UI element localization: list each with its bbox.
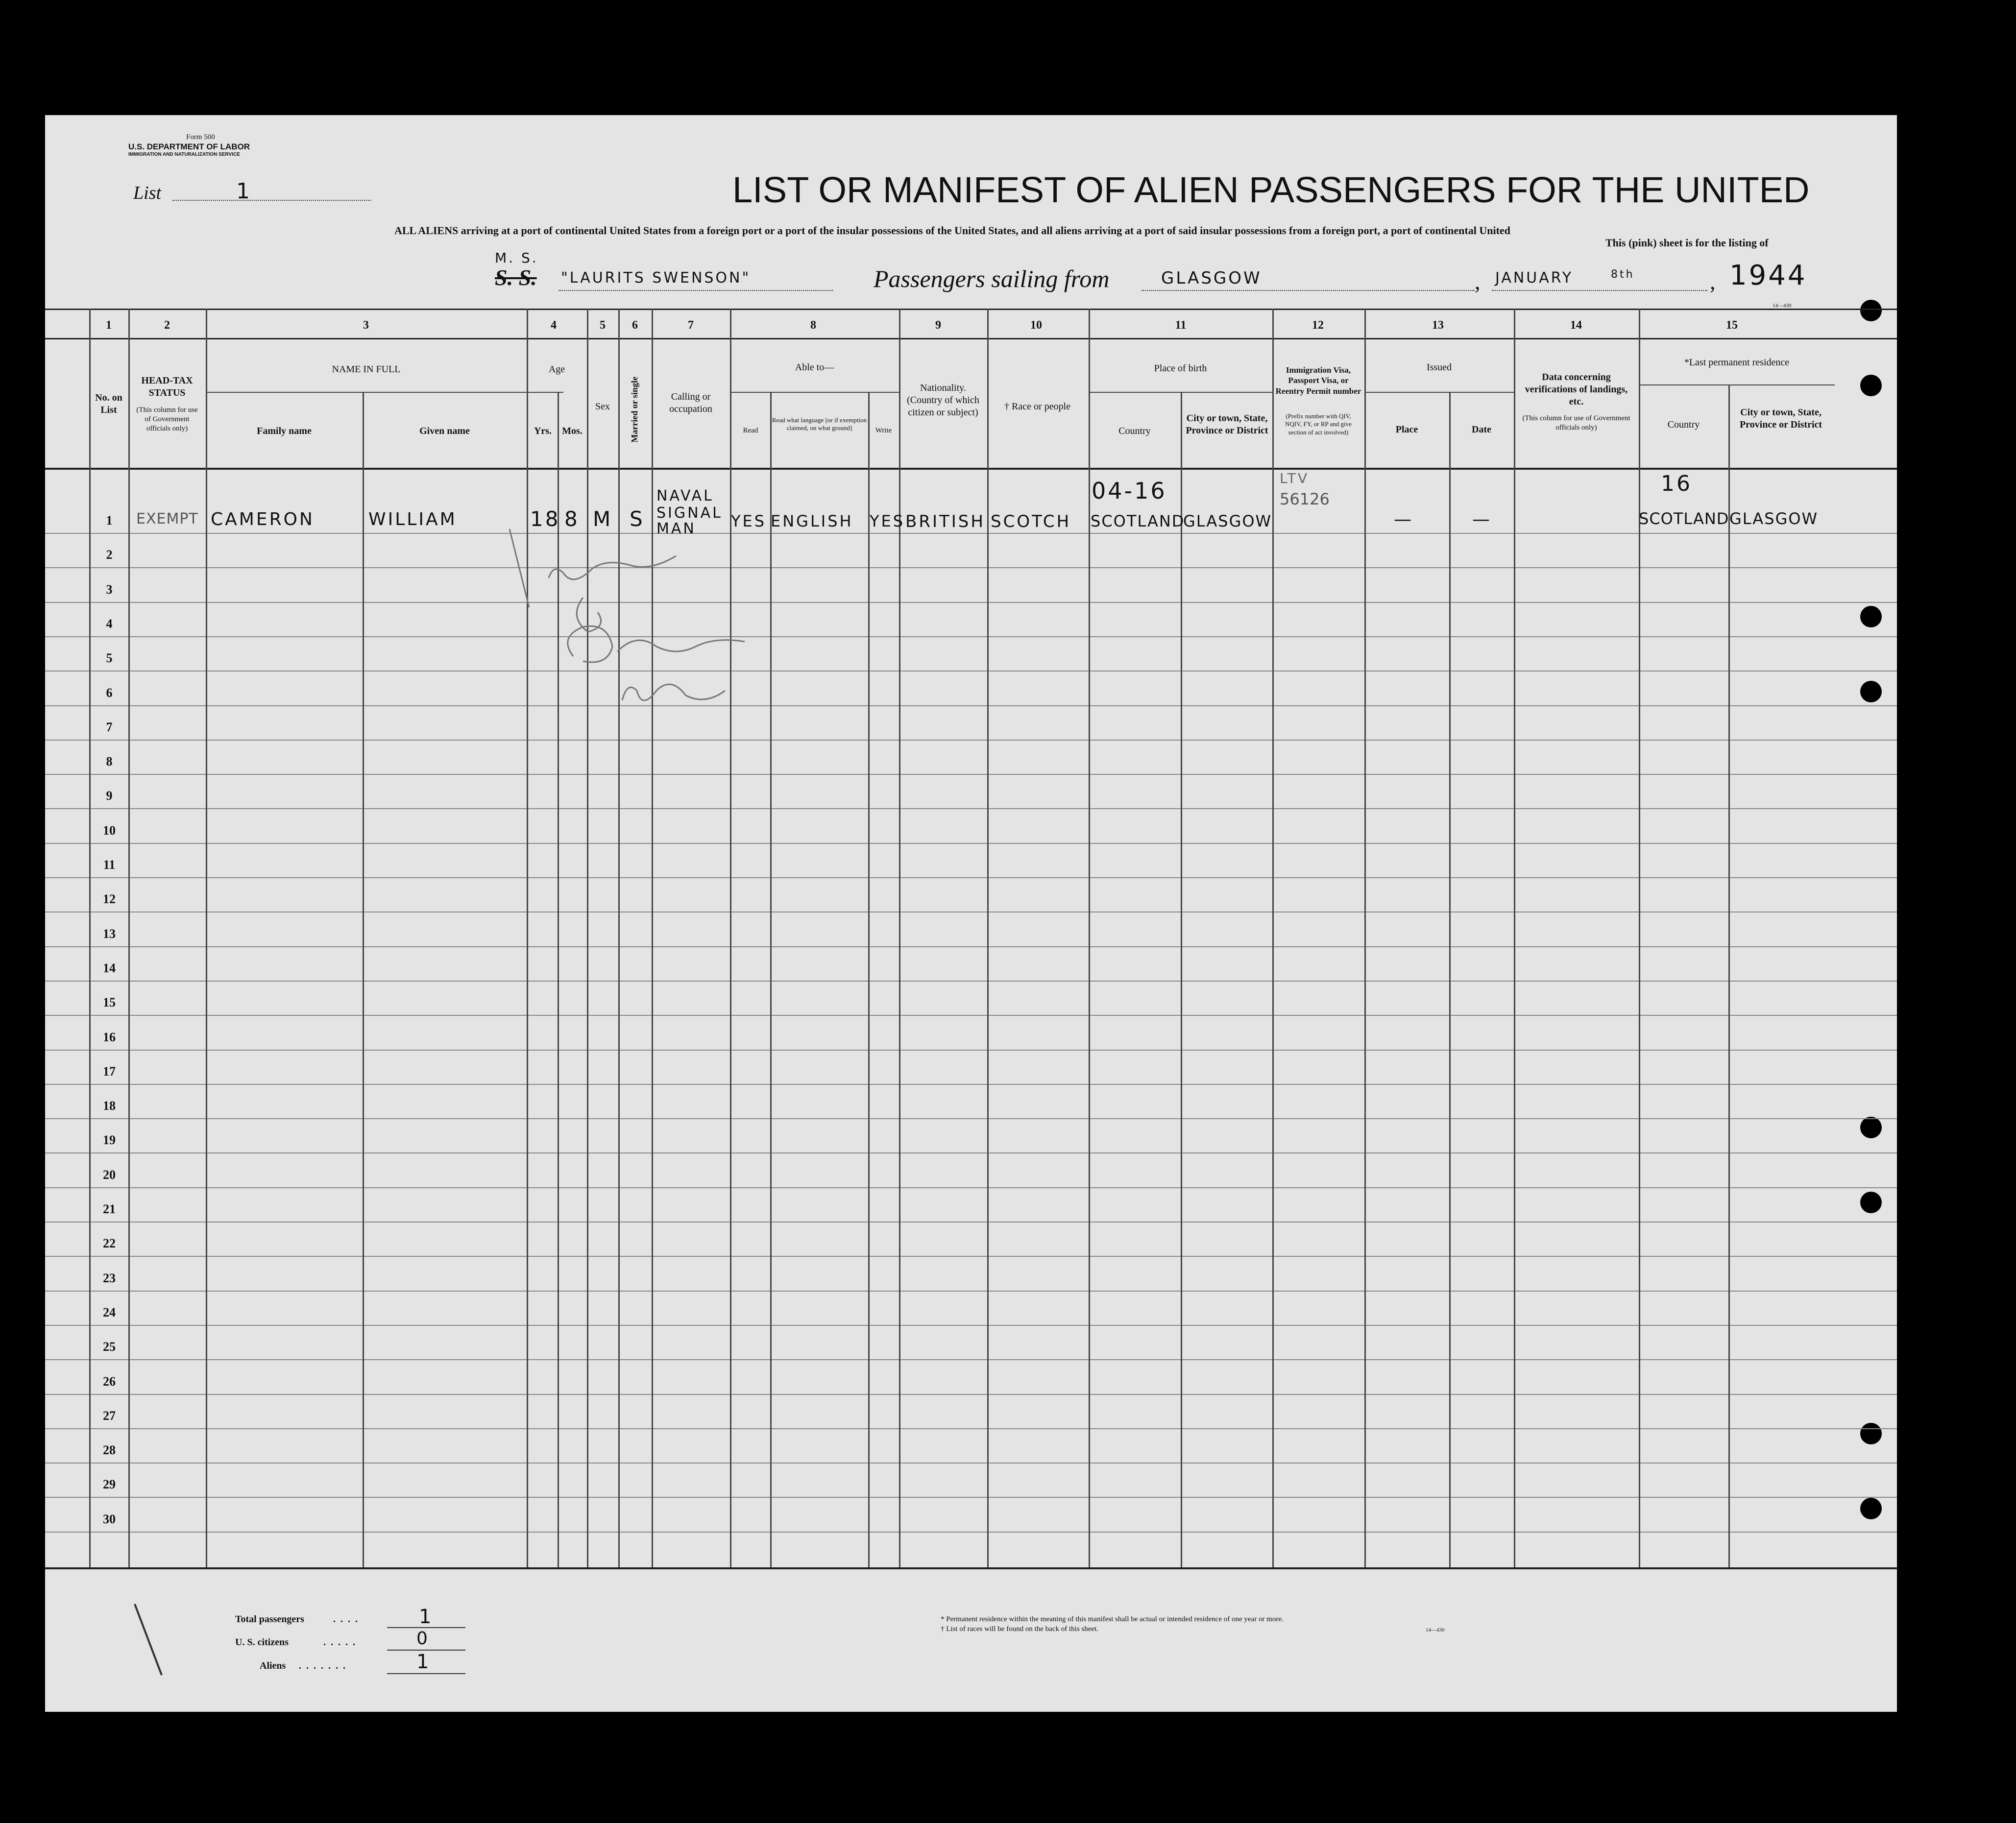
row-number: 11	[103, 858, 116, 872]
col-number: 9	[935, 319, 941, 332]
row-number: 30	[103, 1511, 116, 1526]
entry-birth-country: SCOTLAND	[1091, 512, 1185, 530]
punch-hole	[1860, 375, 1882, 396]
header-res-city: City or town, State, Province or District	[1739, 407, 1822, 430]
comma: ,	[1475, 269, 1481, 294]
manifest-subtitle: ALL ALIENS arriving at a port of continental United States from a foreign port or a port of the insular possessions of the United States, and all aliens arriving at a port of said insular possessions from a foreign port, a port of continental United	[394, 224, 1510, 237]
aliens-value: 1	[416, 1651, 431, 1673]
dots: .....	[323, 1637, 360, 1648]
col-number: 10	[1030, 319, 1042, 332]
col-line	[1449, 392, 1451, 1567]
col-line	[1181, 392, 1182, 1567]
header-calling: Calling or occupation	[669, 391, 712, 414]
header-bottom-rule	[45, 468, 1897, 470]
header-res-country: Country	[1667, 419, 1700, 430]
colnum-rule	[45, 338, 1897, 339]
service-name: IMMIGRATION AND NATURALIZATION SERVICE	[128, 152, 240, 157]
col-number: 6	[632, 319, 638, 332]
entry-occupation-3: MAN	[656, 520, 696, 537]
entry-issued-date: —	[1472, 509, 1492, 529]
row-rule	[45, 1291, 1897, 1292]
header-family-name: Family name	[257, 426, 312, 436]
punch-hole	[1860, 606, 1882, 627]
entry-occupation-2: SIGNAL	[656, 504, 723, 522]
row-rule	[45, 808, 1897, 809]
row-rule	[45, 1256, 1897, 1257]
entry-write: YES	[870, 512, 905, 530]
row-rule	[45, 1394, 1897, 1395]
row-number: 14	[103, 960, 116, 975]
row-rule	[45, 705, 1897, 706]
header-place-of-birth: Place of birth	[1154, 363, 1207, 374]
row-number: 6	[106, 685, 113, 700]
header-issued: Issued	[1426, 362, 1452, 373]
row-number: 22	[103, 1236, 116, 1251]
pencil-annotation	[500, 470, 803, 744]
sailing-label: Passengers sailing from	[874, 265, 1110, 292]
row-rule	[45, 981, 1897, 982]
col-line	[1272, 309, 1274, 1567]
row-number: 18	[103, 1099, 116, 1113]
header-visa: Immigration Visa, Passport Visa, or Reentry Permit number	[1275, 365, 1361, 396]
header-name-in-full: NAME IN FULL	[332, 364, 401, 375]
entry-birth-city: GLASGOW	[1183, 512, 1272, 530]
entry-sex: M	[593, 507, 613, 531]
row-rule	[45, 1187, 1897, 1188]
list-underline	[172, 200, 371, 201]
departure-port: GLASGOW	[1161, 268, 1262, 288]
col-line	[1639, 309, 1640, 1567]
header-head-tax: HEAD-TAX STATUS	[141, 375, 193, 398]
port-underline	[1142, 290, 1475, 291]
col-line	[1364, 309, 1366, 1567]
punch-hole	[1860, 1498, 1882, 1519]
header-read: Read	[743, 427, 758, 434]
row-rule	[45, 1359, 1897, 1360]
entry-age-years: 18	[530, 507, 560, 531]
row-rule	[45, 1084, 1897, 1085]
row-rule	[45, 740, 1897, 741]
row-rule	[45, 567, 1897, 568]
dots: ....	[333, 1614, 363, 1625]
aliens-label: Aliens	[260, 1660, 286, 1671]
sailing-year: 1944	[1729, 260, 1807, 291]
col-number: 14	[1570, 319, 1582, 332]
sailing-date: JANUARY	[1495, 269, 1574, 287]
row-number: 28	[103, 1443, 116, 1458]
row-rule	[45, 1152, 1897, 1153]
header-birth-country: Country	[1118, 426, 1151, 436]
row-number: 1	[106, 513, 113, 528]
row-rule	[45, 533, 1897, 534]
col-number: 12	[1312, 319, 1324, 332]
row-number: 20	[103, 1167, 116, 1182]
sailing-day: 8th	[1611, 268, 1635, 281]
header-visa-note: (Prefix number with QIV, NQIV, FY, or RP and give section of act involved)	[1285, 412, 1352, 436]
ship-underline	[559, 290, 833, 291]
row-number: 10	[103, 823, 116, 838]
col-number: 1	[106, 319, 112, 332]
entry-res-country: SCOTLAND	[1639, 509, 1729, 528]
subheader-rule	[1639, 384, 1835, 385]
vessel-type-printed: S. S.	[495, 265, 537, 290]
col-line	[1089, 309, 1090, 1567]
row-number: 13	[103, 926, 116, 941]
subheader-rule	[1364, 392, 1514, 393]
row-rule	[45, 946, 1897, 947]
row-rule	[45, 877, 1897, 878]
entry-visa-prefix: LTV	[1280, 470, 1310, 486]
punch-hole	[1860, 681, 1882, 702]
row-number: 29	[103, 1477, 116, 1492]
header-write: Write	[875, 427, 892, 434]
vessel-type-written: M. S.	[495, 250, 538, 266]
col-number: 13	[1432, 319, 1444, 332]
col-number: 3	[363, 319, 369, 332]
row-number: 16	[103, 1030, 116, 1044]
col-line	[128, 309, 130, 1567]
row-number: 19	[103, 1133, 116, 1148]
entry-family-name: CAMERON	[211, 509, 315, 529]
header-yrs: Yrs.	[534, 426, 552, 436]
total-passengers-label: Total passengers	[235, 1614, 304, 1625]
col-line	[1514, 309, 1515, 1567]
list-value: 1	[236, 179, 252, 204]
col-line	[206, 309, 207, 1567]
col-line	[987, 309, 989, 1567]
row-number: 26	[103, 1374, 116, 1389]
header-verifications: Data concerning verifications of landings, etc.	[1525, 372, 1628, 407]
entry-occupation-1: NAVAL	[656, 487, 714, 504]
header-head-tax-note: (This column for use of Government officials only)	[136, 406, 198, 432]
header-married: Married or single	[629, 376, 639, 443]
row-rule	[45, 774, 1897, 775]
us-citizens-label: U. S. citizens	[235, 1637, 289, 1648]
entry-age-months: 8	[564, 507, 580, 531]
row-rule	[45, 1428, 1897, 1429]
row-rule	[45, 1050, 1897, 1051]
col-number: 8	[810, 319, 816, 332]
header-able-to: Able to—	[795, 362, 834, 373]
row-number: 9	[106, 789, 113, 803]
header-issued-place: Place	[1395, 424, 1418, 435]
row-number: 17	[103, 1064, 116, 1079]
header-no-on-list: No. on List	[95, 392, 122, 415]
row-number: 21	[103, 1202, 116, 1216]
footnote-residence: * Permanent residence within the meaning of this manifest shall be actual or intended residence of one year or more.	[941, 1615, 1284, 1623]
header-sex: Sex	[595, 401, 610, 412]
row-number: 15	[103, 995, 116, 1010]
row-number: 25	[103, 1340, 116, 1354]
row-rule	[45, 1118, 1897, 1119]
punch-hole	[1860, 1423, 1882, 1444]
row-rule	[45, 602, 1897, 603]
manifest-subtitle-2: This (pink) sheet is for the listing of	[1605, 237, 1769, 249]
subheader-rule	[206, 392, 563, 393]
header-issued-date: Date	[1472, 424, 1491, 435]
header-mos: Mos.	[562, 426, 583, 436]
department-name: U.S. DEPARTMENT OF LABOR	[128, 142, 250, 151]
col-line	[1728, 384, 1730, 1567]
entry-read: YES	[731, 512, 767, 530]
entry-marital: S	[630, 507, 645, 531]
entry-birth-code: 04-16	[1092, 478, 1167, 504]
punch-hole	[1860, 1117, 1882, 1138]
row-rule	[45, 1015, 1897, 1016]
entry-head-tax: EXEMPT	[136, 510, 198, 528]
col-number: 15	[1726, 319, 1738, 332]
ship-name: "LAURITS SWENSON"	[561, 269, 751, 287]
aliens-underline	[387, 1673, 465, 1674]
entry-nationality: BRITISH	[905, 512, 985, 531]
dots: .......	[299, 1660, 350, 1671]
row-rule	[45, 1497, 1897, 1498]
list-label: List	[133, 183, 162, 203]
row-number: 27	[103, 1408, 116, 1423]
row-number: 3	[106, 582, 113, 597]
entry-given-name: WILLIAM	[368, 509, 457, 529]
manifest-title: LIST OR MANIFEST OF ALIEN PASSENGERS FOR THE UNITED	[732, 169, 1810, 210]
row-rule	[45, 1222, 1897, 1223]
header-read-language: Read what language [or if exemption claimed, on what ground]	[772, 416, 867, 432]
header-age: Age	[548, 364, 565, 375]
row-rule	[45, 1532, 1897, 1533]
entry-visa-number: 56126	[1280, 490, 1330, 508]
col-number: 5	[600, 319, 606, 332]
col-number: 4	[551, 319, 557, 332]
row-rule	[45, 636, 1897, 637]
subheader-rule	[730, 392, 899, 393]
date-underline	[1492, 290, 1707, 291]
col-line	[899, 309, 900, 1567]
col-number: 2	[164, 319, 170, 332]
row-number: 2	[106, 548, 113, 562]
table-bottom-rule	[45, 1567, 1897, 1569]
form-code-top: 14—430	[1773, 303, 1792, 309]
total-passengers-value: 1	[419, 1606, 434, 1628]
header-race: † Race or people	[1004, 401, 1070, 412]
form-code-bottom: 14—430	[1426, 1627, 1445, 1633]
row-rule	[45, 843, 1897, 844]
comma: ,	[1710, 269, 1716, 294]
entry-res-code: 16	[1661, 471, 1692, 496]
row-number: 23	[103, 1271, 116, 1285]
manifest-sheet	[45, 115, 1897, 1712]
us-citizens-value: 0	[416, 1629, 430, 1649]
header-top-rule	[45, 309, 1897, 310]
header-given-name: Given name	[419, 426, 470, 436]
col-number: 11	[1175, 319, 1187, 332]
col-number: 7	[688, 319, 694, 332]
header-verifications-note: (This column for use of Government officials only)	[1522, 414, 1630, 432]
punch-hole	[1860, 1192, 1882, 1213]
header-last-residence: *Last permanent residence	[1684, 357, 1790, 368]
row-number: 4	[106, 616, 113, 631]
margin-pencil-stroke	[132, 1602, 171, 1680]
row-number: 24	[103, 1305, 116, 1319]
entry-language: ENGLISH	[771, 512, 853, 530]
row-rule	[45, 671, 1897, 672]
col-line	[89, 309, 91, 1567]
row-number: 5	[106, 651, 113, 666]
punch-hole	[1860, 300, 1882, 321]
header-nationality: Nationality. (Country of which citizen or subject)	[907, 383, 979, 418]
row-number: 8	[106, 754, 113, 769]
entry-issued-place: —	[1394, 509, 1413, 529]
row-number: 7	[106, 720, 113, 734]
row-rule	[45, 1325, 1897, 1326]
form-number: Form 500	[186, 133, 215, 141]
header-birth-city: City or town, State, Province or District	[1186, 413, 1268, 436]
entry-race: SCOTCH	[991, 512, 1071, 531]
entry-res-city: GLASGOW	[1729, 509, 1819, 528]
col-line	[363, 392, 364, 1567]
col-line	[868, 392, 870, 1567]
footnote-races: † List of races will be found on the back of this sheet.	[941, 1625, 1099, 1633]
row-number: 12	[103, 892, 116, 907]
